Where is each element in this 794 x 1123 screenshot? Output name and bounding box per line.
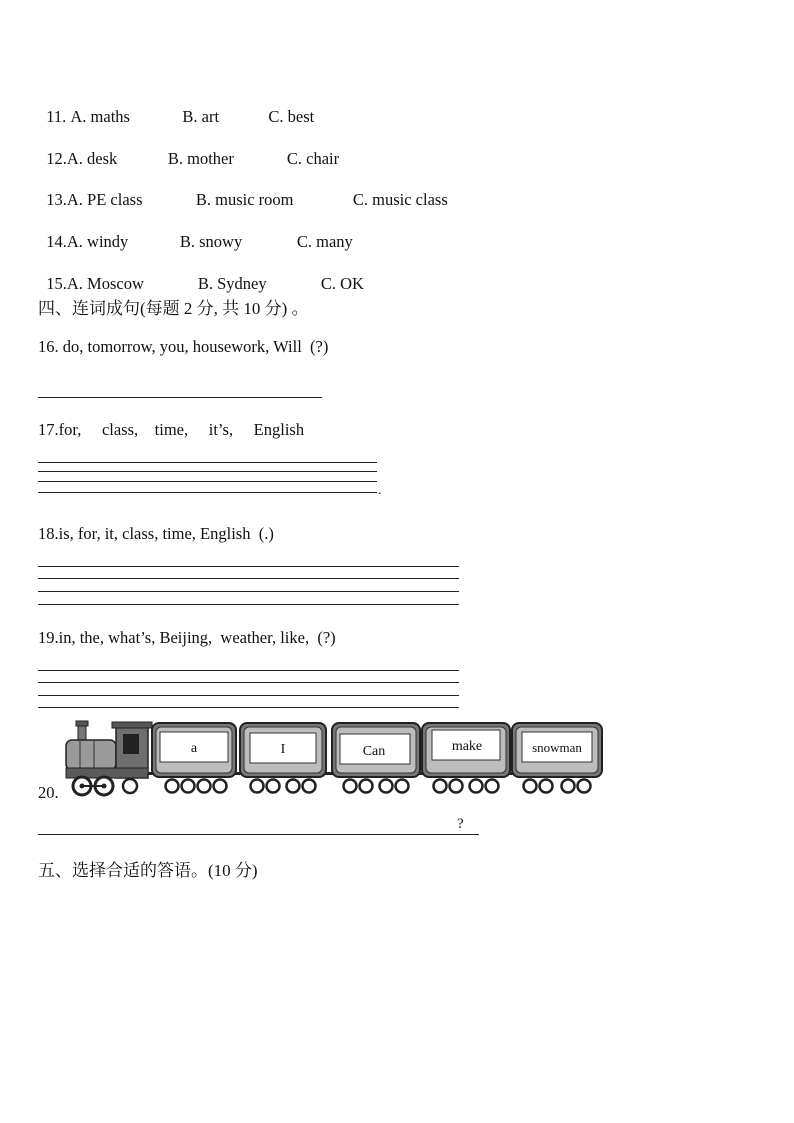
answer-line bbox=[38, 591, 459, 592]
option-b: B. art bbox=[182, 107, 220, 126]
option-c: C. best bbox=[268, 107, 315, 126]
answer-line bbox=[38, 707, 459, 708]
question-15 bbox=[38, 254, 364, 294]
question-number: 13. bbox=[46, 190, 67, 209]
train-car-2 bbox=[240, 723, 326, 793]
car-word: make bbox=[451, 739, 483, 754]
answer-line bbox=[38, 695, 459, 696]
question-14 bbox=[38, 212, 353, 252]
option-b: B. music room bbox=[195, 190, 294, 209]
answer-line bbox=[38, 578, 459, 579]
train-car-1 bbox=[152, 723, 236, 793]
option-a: A. Moscow bbox=[66, 274, 144, 293]
question-17: 17.for, class, time, it’s, English bbox=[38, 420, 305, 439]
answer-line bbox=[38, 566, 459, 567]
option-b: B. mother bbox=[167, 149, 234, 168]
option-b: B. Sydney bbox=[197, 274, 267, 293]
answer-line bbox=[38, 471, 377, 472]
option-a: A. desk bbox=[66, 149, 118, 168]
option-c: C. music class bbox=[352, 190, 448, 209]
option-a: A. PE class bbox=[66, 190, 143, 209]
section-4-heading: 四、连词成句(每题 2 分, 共 10 分) 。 bbox=[38, 299, 309, 318]
train-car-4 bbox=[422, 723, 510, 793]
train-illustration bbox=[62, 718, 607, 800]
question-18: 18.is, for, it, class, time, English (.) bbox=[38, 524, 274, 543]
question-20-number: 20. bbox=[38, 783, 59, 802]
question-12 bbox=[38, 129, 339, 169]
option-c: C. many bbox=[296, 232, 353, 251]
question-number: 11. bbox=[46, 107, 71, 126]
answer-line bbox=[38, 682, 459, 683]
section-5-heading: 五、选择合适的答语。(10 分) bbox=[38, 861, 258, 880]
answer-line bbox=[38, 481, 377, 482]
train-car-5 bbox=[512, 723, 602, 793]
answer-line bbox=[38, 462, 377, 463]
car-word: Can bbox=[362, 744, 386, 759]
option-a: A. maths bbox=[70, 107, 130, 126]
question-number: 15. bbox=[46, 274, 67, 293]
option-c: C. chair bbox=[286, 149, 340, 168]
option-a: A. windy bbox=[66, 232, 129, 251]
answer-line bbox=[38, 834, 479, 835]
question-19: 19.in, the, what’s, Beijing, weather, like, (?) bbox=[38, 628, 336, 647]
question-number: 12. bbox=[46, 149, 67, 168]
option-c: C. OK bbox=[320, 274, 364, 293]
end-mark: ? bbox=[457, 816, 464, 832]
answer-line bbox=[38, 492, 377, 493]
option-b: B. snowy bbox=[179, 232, 243, 251]
answer-line bbox=[38, 397, 322, 398]
locomotive-icon bbox=[66, 721, 152, 795]
train-car-3 bbox=[332, 723, 420, 793]
question-11 bbox=[38, 87, 314, 127]
answer-line bbox=[38, 670, 459, 671]
car-word: snowman bbox=[532, 740, 582, 755]
car-word: I bbox=[280, 742, 286, 757]
question-13 bbox=[38, 170, 448, 210]
car-word: a bbox=[190, 741, 198, 756]
question-number: 14. bbox=[46, 232, 67, 251]
answer-line bbox=[38, 604, 459, 605]
question-16: 16. do, tomorrow, you, housework, Will (?) bbox=[38, 337, 329, 356]
end-mark: . bbox=[378, 483, 382, 498]
